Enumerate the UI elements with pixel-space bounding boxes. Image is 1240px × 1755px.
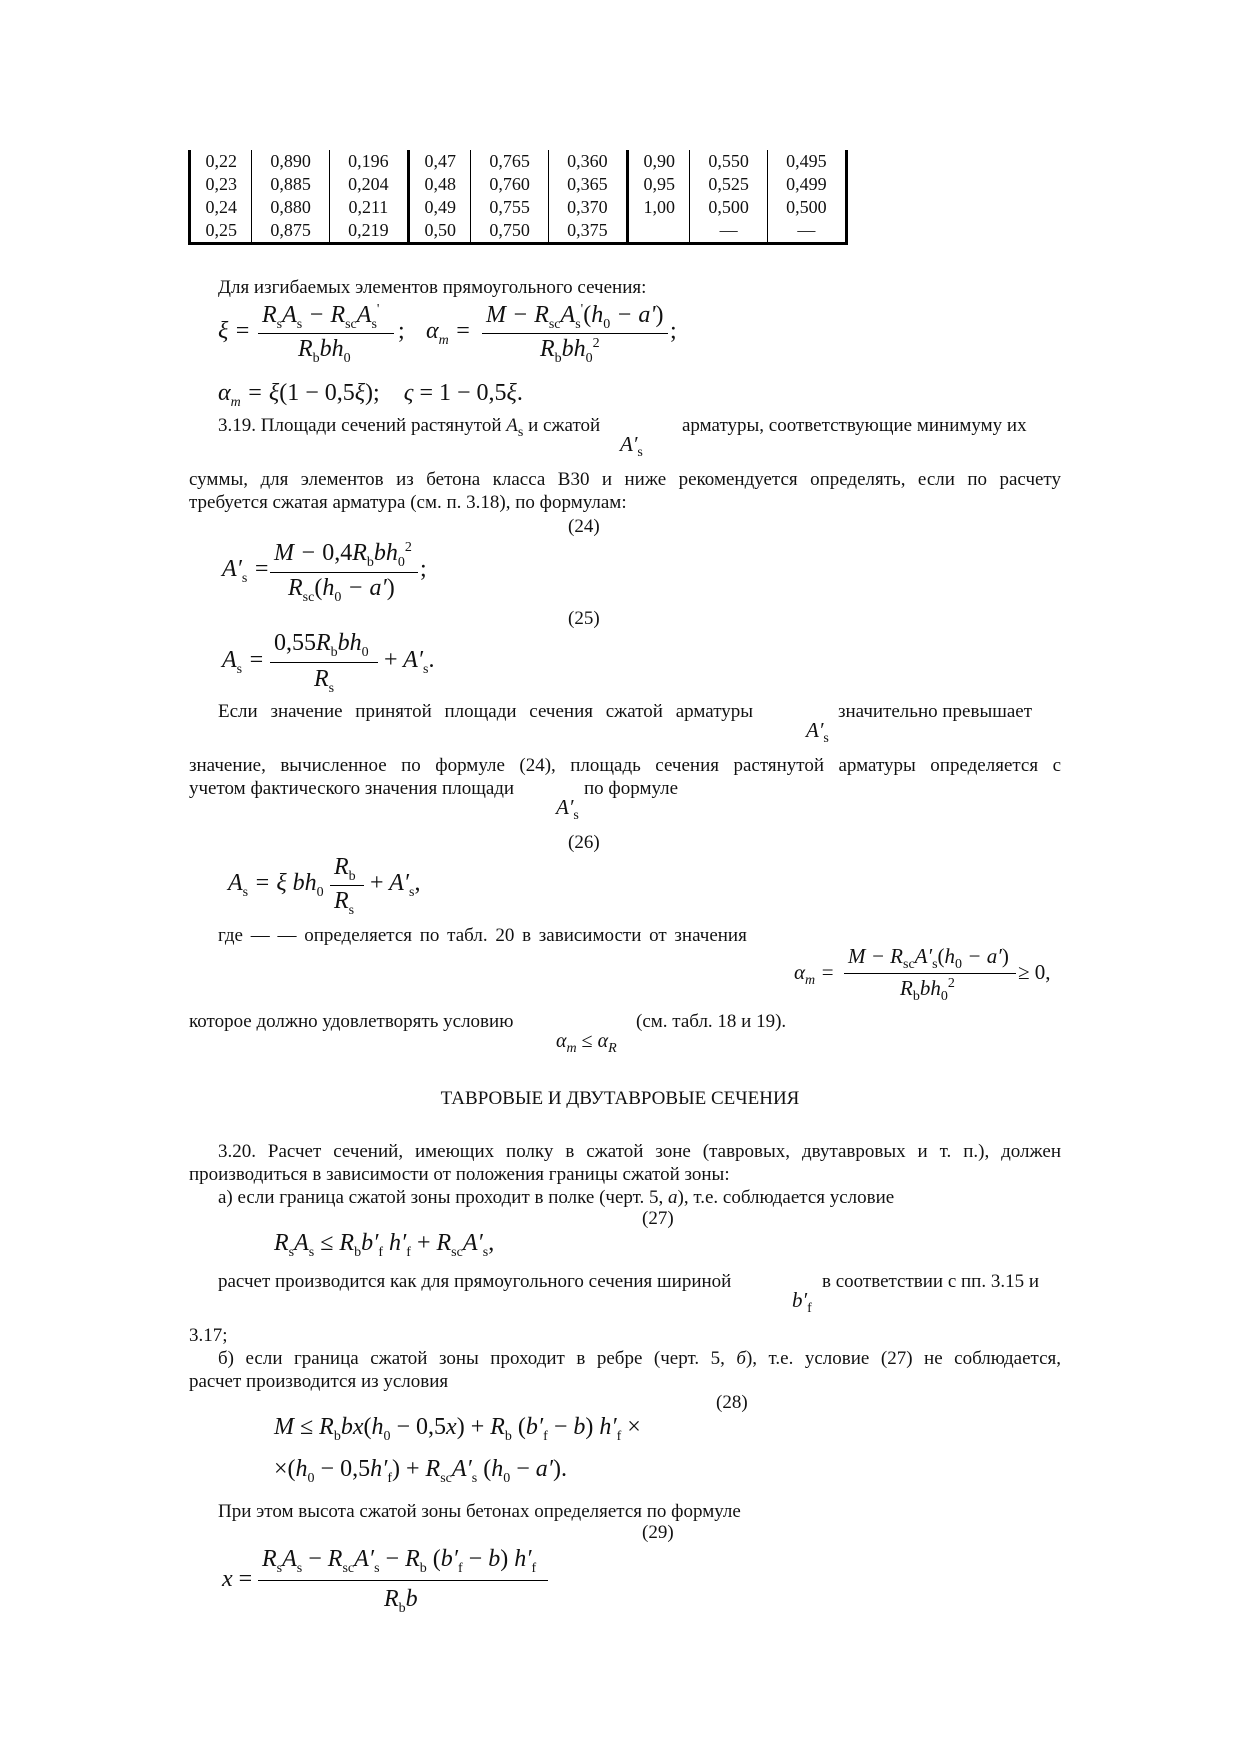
p320-line4-end: в соответствии с пп. 3.15 и	[822, 1271, 1040, 1292]
table-cell: —	[690, 219, 767, 244]
p320-line5: 3.17;	[189, 1325, 228, 1346]
table-cell: 0,95	[627, 173, 689, 196]
p320-line3: а) если граница сжатой зоны проходит в полке (черт. 5, а), т.е. соблюдается условие	[218, 1187, 895, 1208]
table-cell: 0,880	[252, 196, 329, 219]
table-cell: 0,22	[190, 150, 252, 173]
table-row	[190, 173, 847, 196]
para-where-line1: где — — определяется по табл. 20 в зависимости от значения	[218, 925, 747, 946]
symbol-As-prime-3: $A'_s$	[556, 795, 579, 824]
table-cell: 0,755	[471, 196, 548, 219]
table-cell: 0,211	[329, 196, 408, 219]
table-cell	[627, 219, 689, 244]
eq-number-26: (26)	[568, 832, 600, 853]
para-where-line2-start: которое должно удовлетворять условию	[189, 1011, 514, 1032]
table-cell: 0,885	[252, 173, 329, 196]
formula-alpha-zeta: $\alpha_m = \xi(1 - 0,5\xi)$; ς = 1 − 0,5ξ.	[218, 380, 523, 410]
table-cell: 0,499	[767, 173, 846, 196]
table-cell: 0,365	[548, 173, 627, 196]
table-row	[190, 196, 847, 219]
table-cell: 0,875	[252, 219, 329, 244]
para-if-line2: значение, вычисленное по формуле (24), площадь сечения растянутой арматуры определяется с	[189, 755, 1061, 776]
symbol-bf-prime: $b'_f$	[792, 1288, 812, 1317]
eq-number-29: (29)	[642, 1522, 674, 1543]
coefficients-table	[188, 150, 848, 245]
para-if-line1-end: значительно превышает	[838, 701, 1033, 722]
section-heading: ТАВРОВЫЕ И ДВУТАВРОВЫЕ СЕЧЕНИЯ	[440, 1088, 800, 1109]
eq-number-25: (25)	[568, 608, 600, 629]
table-cell: 0,219	[329, 219, 408, 244]
table-cell: 0,48	[408, 173, 470, 196]
formula-27: $R_sA_s \le R_bb'_f$ $h'_f + R_{sc}A'_s$,	[274, 1230, 495, 1260]
table-cell: 0,550	[690, 150, 767, 173]
symbol-As-prime-2: $A'_s$	[806, 718, 829, 747]
p320-line6: б) если граница сжатой зоны проходит в ребре (черт. 5, б), т.е. условие (27) не соблюдается,	[218, 1348, 1061, 1369]
table-cell: 0,760	[471, 173, 548, 196]
para-if-line3-start: учетом фактического значения площади	[189, 778, 515, 799]
table-cell: 0,525	[690, 173, 767, 196]
para-if-line1-start: Если значение принятой площади сечения сжатой арматуры	[218, 701, 754, 722]
symbol-As-prime: $A'_s$	[620, 432, 643, 461]
table-row	[190, 150, 847, 173]
p319-line1-start: 3.19. Площади сечений растянутой $A_s$ и сжатой	[218, 415, 601, 440]
p320-line1: 3.20. Расчет сечений, имеющих полку в сжатой зоне (тавровых, двутавровых и т. п.), должен	[218, 1141, 1061, 1162]
p319-line3: требуется сжатая арматура (см. п. 3.18), по формулам:	[189, 492, 627, 513]
p320-line8: При этом высота сжатой зоны бетонах определяется по формуле	[218, 1501, 741, 1522]
eq-number-24: (24)	[568, 516, 600, 537]
table-cell: 1,00	[627, 196, 689, 219]
para-if-line3-end: по формуле	[584, 778, 679, 799]
table-cell: 0,890	[252, 150, 329, 173]
table-cell: 0,500	[767, 196, 846, 219]
table-cell: 0,24	[190, 196, 252, 219]
table-cell: —	[767, 219, 846, 244]
p320-line7: расчет производится из условия	[189, 1371, 449, 1392]
table-row	[190, 219, 847, 244]
table-cell: 0,47	[408, 150, 470, 173]
intro-text: Для изгибаемых элементов прямоугольного сечения:	[218, 277, 647, 298]
p319-line1-end: арматуры, соответствующие минимуму их	[682, 415, 1027, 436]
table-cell: 0,49	[408, 196, 470, 219]
table-cell: 0,25	[190, 219, 252, 244]
formula-alpha-m-le-alpha-r: $\alpha_m \le \alpha_R$	[556, 1030, 617, 1056]
table-cell: 0,765	[471, 150, 548, 173]
table-cell: 0,204	[329, 173, 408, 196]
eq-number-28: (28)	[716, 1392, 748, 1413]
table-cell: 0,360	[548, 150, 627, 173]
table-cell: 0,196	[329, 150, 408, 173]
p319-line2: суммы, для элементов из бетона класса В30 и ниже рекомендуется определять, если по расчету	[189, 469, 1061, 490]
table-cell: 0,23	[190, 173, 252, 196]
p320-line4-start: расчет производится как для прямоугольного сечения шириной	[218, 1271, 732, 1292]
table-cell: 0,495	[767, 150, 846, 173]
p320-line2: производиться в зависимости от положения границы сжатой зоны:	[189, 1164, 730, 1185]
eq-number-27: (27)	[642, 1208, 674, 1229]
para-where-line2-end: (см. табл. 18 и 19).	[636, 1011, 787, 1032]
table-cell: 0,375	[548, 219, 627, 244]
table-cell: 0,750	[471, 219, 548, 244]
table-cell: 0,370	[548, 196, 627, 219]
table-cell: 0,50	[408, 219, 470, 244]
table-cell: 0,90	[627, 150, 689, 173]
table-cell: 0,500	[690, 196, 767, 219]
